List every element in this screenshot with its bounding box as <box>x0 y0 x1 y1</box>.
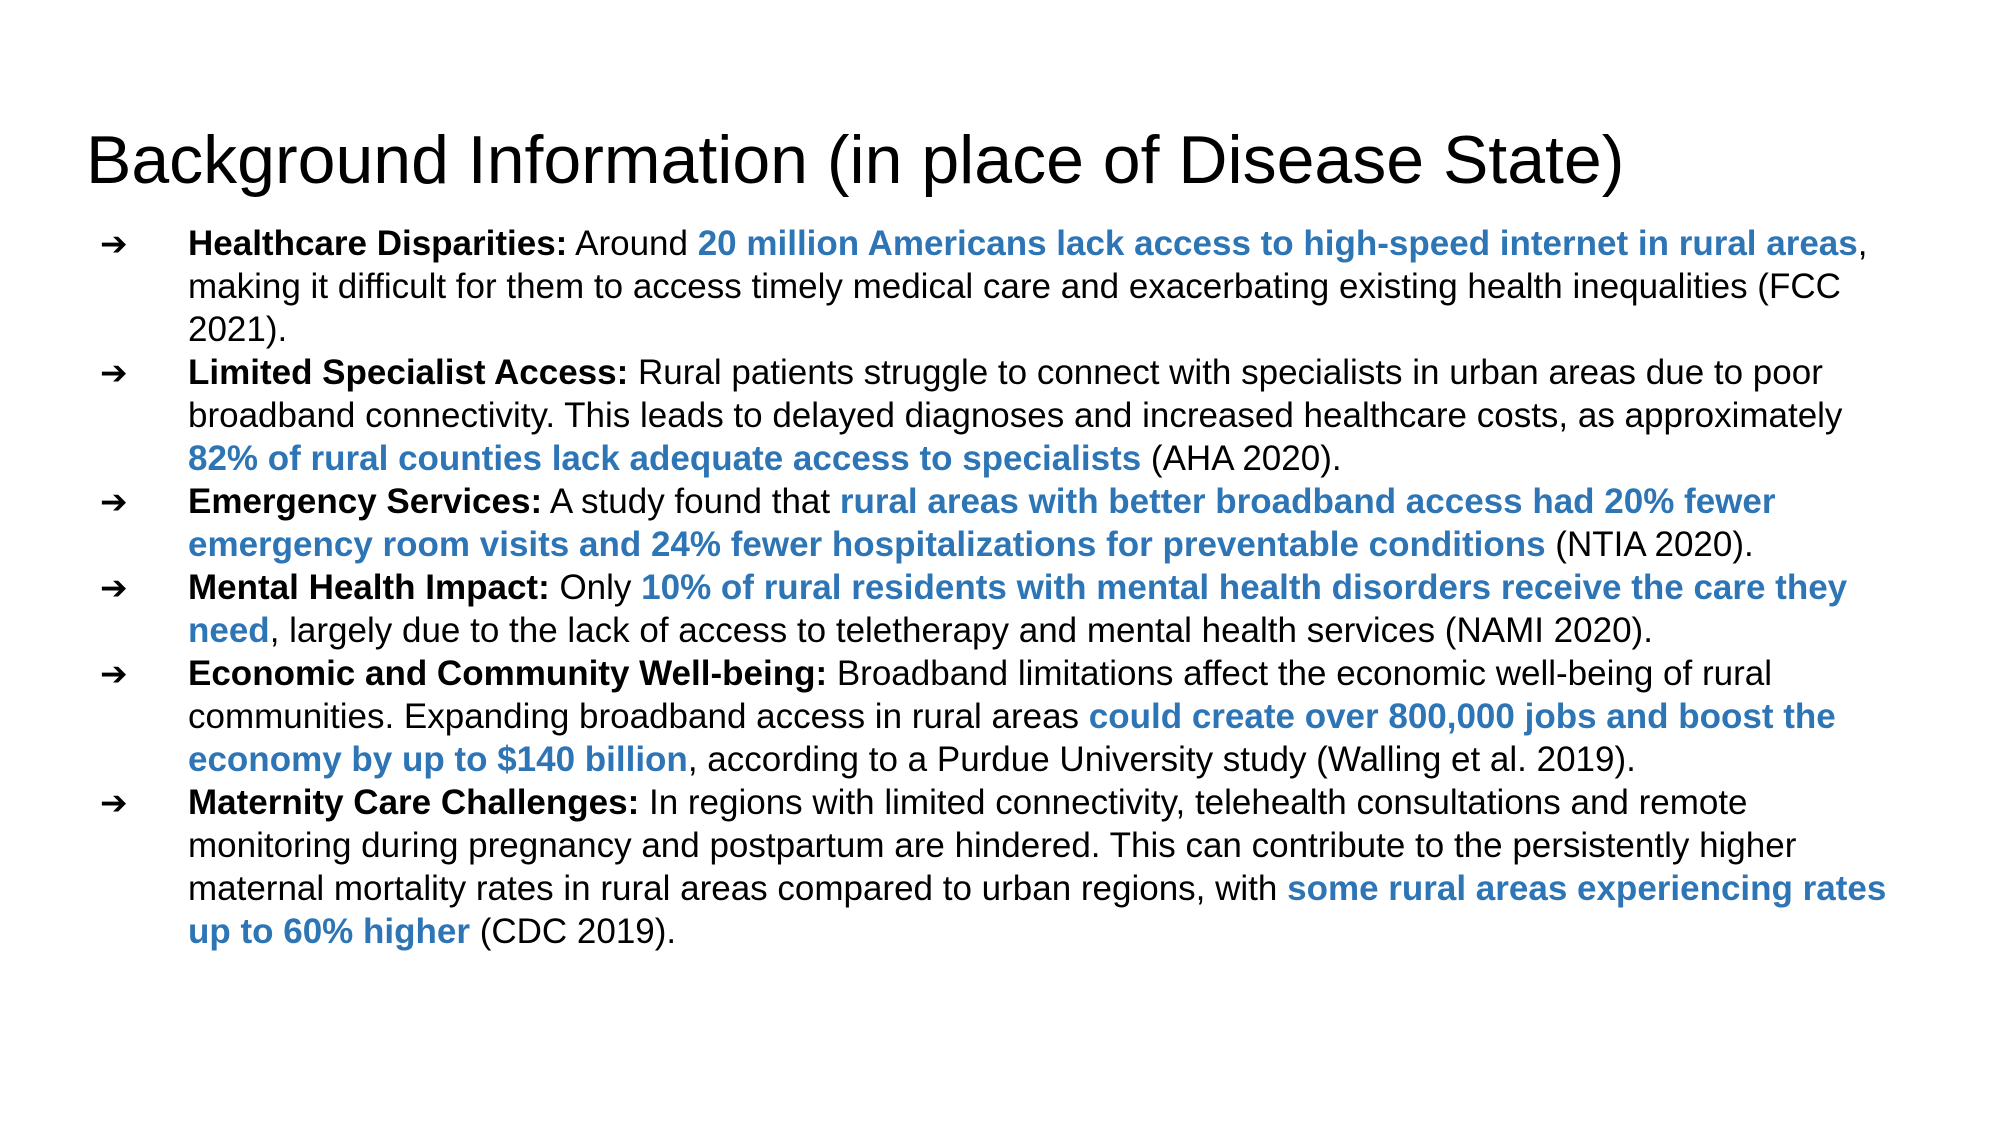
bullet-item-healthcare-disparities <box>100 222 1920 351</box>
bullet-item-mental-health-impact <box>100 566 1920 652</box>
bullet-body-end: (AHA 2020). <box>1141 439 1342 478</box>
bullet-body-end: (NTIA 2020). <box>1545 525 1754 564</box>
bullet-highlight: 20 million Americans lack access to high-speed internet in rural areas <box>697 224 1858 263</box>
bullet-highlight: could create over 800,000 jobs and boost the economy by up to $140 billion <box>188 697 1836 779</box>
right-arrow-icon: ➔ <box>100 783 128 822</box>
bullet-item-emergency-services <box>100 480 1920 566</box>
bullet-lead: Economic and Community Well-being: <box>188 654 828 693</box>
bullet-body: Broadband limitations affect the economic well-being of rural communities. Expanding broadband access in rural areas <box>188 654 1772 736</box>
bullet-body-end: (CDC 2019). <box>469 912 677 951</box>
bullet-body-end: , making it difficult for them to access timely medical care and exacerbating existing health inequalities (FCC 2021). <box>188 224 1868 349</box>
bullet-lead: Healthcare Disparities: <box>188 224 568 263</box>
bullet-text <box>188 652 1920 781</box>
bullet-item-limited-specialist-access <box>100 351 1920 480</box>
bullet-text <box>188 781 1920 953</box>
bullet-highlight: 82% of rural counties lack adequate access to specialists <box>188 439 1142 478</box>
bullet-body: In regions with limited connectivity, telehealth consultations and remote monitoring during pregnancy and postpartum are hindered. This can contribute to the persistently higher maternal mortality rates in rural areas compared to urban regions, with <box>188 783 1797 908</box>
bullet-list <box>100 222 1920 953</box>
slide-title: Background Information (in place of Disease State) <box>86 122 1625 198</box>
bullet-lead: Maternity Care Challenges: <box>188 783 640 822</box>
bullet-body-end: , according to a Purdue University study (Walling et al. 2019). <box>687 740 1636 779</box>
bullet-text <box>188 222 1920 351</box>
bullet-text <box>188 351 1920 480</box>
right-arrow-icon: ➔ <box>100 353 128 392</box>
bullet-text <box>188 480 1920 566</box>
bullet-lead: Emergency Services: <box>188 482 543 521</box>
right-arrow-icon: ➔ <box>100 224 128 263</box>
bullet-body: Rural patients struggle to connect with specialists in urban areas due to poor broadband connectivity. This leads to delayed diagnoses and increased healthcare costs, as approximately <box>188 353 1843 435</box>
bullet-body-end: , largely due to the lack of access to teletherapy and mental health services (NAMI 2020). <box>269 611 1653 650</box>
right-arrow-icon: ➔ <box>100 654 128 693</box>
bullet-body: Only <box>549 568 642 607</box>
bullet-item-economic-community <box>100 652 1920 781</box>
bullet-lead: Limited Specialist Access: <box>188 353 629 392</box>
bullet-lead: Mental Health Impact: <box>188 568 550 607</box>
bullet-highlight: 10% of rural residents with mental health disorders receive the care they need <box>188 568 1848 650</box>
bullet-item-maternity-care <box>100 781 1920 953</box>
right-arrow-icon: ➔ <box>100 568 128 607</box>
bullet-body: A study found that <box>542 482 840 521</box>
bullet-highlight: some rural areas experiencing rates up to 60% higher <box>188 869 1887 951</box>
bullet-body: Around <box>567 224 698 263</box>
bullet-highlight: rural areas with better broadband access had 20% fewer emergency room visits and 24% fewer hospitalizations for preventable conditions <box>188 482 1776 564</box>
right-arrow-icon: ➔ <box>100 482 128 521</box>
bullet-text <box>188 566 1920 652</box>
